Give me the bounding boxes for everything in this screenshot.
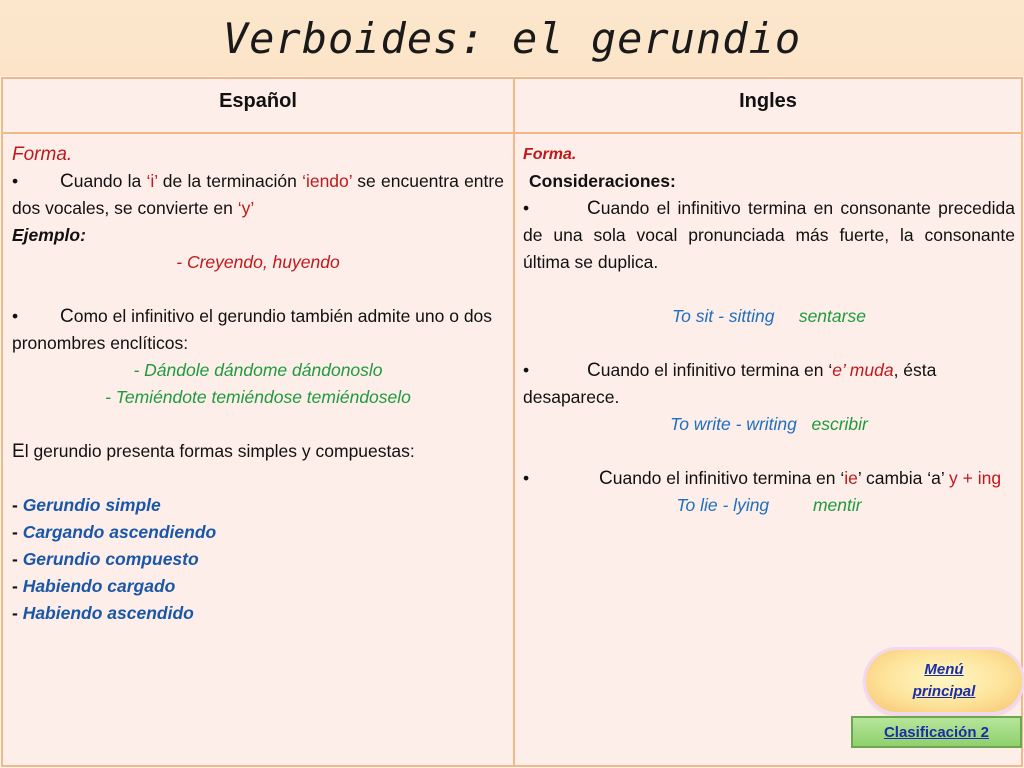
- example-creyendo: - Creyendo, huyendo: [176, 252, 340, 272]
- bullet: •: [12, 171, 19, 191]
- cell-espanol: [12, 141, 504, 627]
- example-write: To write - writing escribir: [670, 414, 868, 434]
- slide-title: Verboides: el gerundio: [222, 14, 802, 63]
- column-divider: [513, 79, 515, 767]
- comparison-table: [1, 77, 1023, 767]
- header-ingles: Ingles: [739, 90, 797, 112]
- list-item: - Gerundio simple: [12, 495, 161, 515]
- rule-double-consonant: • Cuando el infinitivo termina en consonante precedida de una sola vocal pronunciada más fuerte, la consonante última se duplica.: [523, 198, 1015, 272]
- header-espanol: Español: [219, 90, 297, 112]
- rule-formas: El gerundio presenta formas simples y compuestas:: [12, 441, 415, 462]
- list-item: - Habiendo cargado: [12, 576, 176, 596]
- list-item: - Gerundio compuesto: [12, 549, 199, 569]
- consideraciones-label: Consideraciones:: [529, 171, 676, 191]
- rule-ie: • Cuando el infinitivo termina en ‘ie’ cambia ‘a’ y + ing: [523, 468, 1002, 489]
- list-item: - Cargando ascendiendo: [12, 522, 217, 542]
- rule-e-muda: • Cuando el infinitivo termina en ‘e’ muda, ésta desaparece.: [523, 360, 937, 407]
- menu-principal-button[interactable]: [866, 650, 1022, 712]
- example-temiendote: - Temiéndote temiéndose temiéndoselo: [105, 387, 411, 407]
- cell-ingles: [523, 141, 1015, 519]
- example-sit: To sit - sitting sentarse: [672, 306, 866, 326]
- ejemplo-label: Ejemplo:: [12, 225, 86, 245]
- rule-encliticos: • Como el infinitivo el gerundio también admite uno o dos pronombres enclíticos:: [12, 306, 493, 353]
- menu-principal-label: Menú principal: [912, 661, 976, 700]
- forma-heading-es: Forma.: [12, 144, 73, 165]
- list-item: - Habiendo ascendido: [12, 603, 194, 623]
- forma-heading-en: Forma.: [523, 146, 577, 163]
- example-dandole: - Dándole dándome dándonoslo: [133, 360, 383, 380]
- clasificacion-2-button[interactable]: Clasificación 2: [851, 716, 1022, 748]
- rule-iendo: • Cuando la ‘i’ de la terminación ‘iendo’ se encuentra entre dos vocales, se convierte en ‘y’: [12, 168, 504, 222]
- example-lie: To lie - lying mentir: [676, 495, 862, 515]
